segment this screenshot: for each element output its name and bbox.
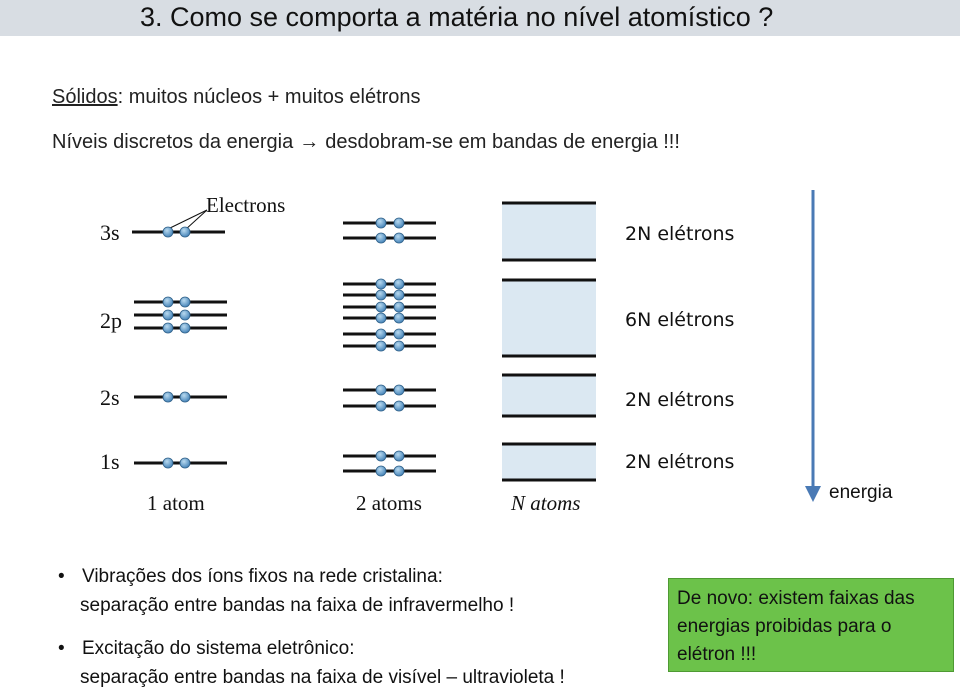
electron bbox=[394, 341, 404, 351]
electron bbox=[394, 466, 404, 476]
band-label: 2N elétrons bbox=[625, 389, 735, 411]
level-label-1s: 1s bbox=[100, 449, 120, 474]
electron bbox=[376, 233, 386, 243]
column-label-2-atoms: 2 atoms bbox=[356, 491, 422, 515]
bullet-text: Excitação do sistema eletrônico: bbox=[82, 638, 355, 659]
electron bbox=[163, 297, 173, 307]
electron bbox=[394, 233, 404, 243]
electron bbox=[376, 290, 386, 300]
electron bbox=[394, 329, 404, 339]
electron bbox=[376, 302, 386, 312]
electron bbox=[163, 310, 173, 320]
bullet-item bbox=[52, 562, 565, 591]
level-label-3s: 3s bbox=[100, 220, 120, 245]
bullet-list bbox=[52, 562, 565, 692]
electron bbox=[376, 385, 386, 395]
electron bbox=[180, 227, 190, 237]
electron bbox=[394, 313, 404, 323]
bullet-continuation: separação entre bandas na faixa de infravermelho ! bbox=[80, 595, 515, 616]
column-label-n-atoms: N atoms bbox=[511, 491, 581, 515]
note-line: energias proibidas para o bbox=[677, 616, 892, 637]
electron bbox=[163, 392, 173, 402]
bullet-dot-icon: • bbox=[58, 638, 65, 659]
column-label-1-atom: 1 atom bbox=[147, 491, 205, 515]
note-line: elétron !!! bbox=[677, 644, 757, 665]
electron bbox=[394, 302, 404, 312]
electron bbox=[180, 310, 190, 320]
electron-pointer-line bbox=[185, 210, 207, 230]
electron bbox=[394, 279, 404, 289]
bullet-text: Vibrações dos íons fixos na rede cristalina: bbox=[82, 566, 443, 587]
solids-word: Sólidos bbox=[52, 86, 118, 108]
electron bbox=[376, 401, 386, 411]
electron bbox=[394, 401, 404, 411]
one-atom-levels bbox=[132, 232, 227, 463]
slide-title: 3. Como se comporta a matéria no nível atomístico ? bbox=[140, 2, 774, 32]
electron bbox=[394, 290, 404, 300]
electron bbox=[394, 218, 404, 228]
bullet-dot-icon: • bbox=[58, 566, 65, 587]
electron bbox=[180, 323, 190, 333]
energy-label: energia bbox=[829, 482, 893, 503]
band-label: 2N elétrons bbox=[625, 223, 735, 245]
two-atom-levels bbox=[343, 223, 436, 471]
electron bbox=[376, 341, 386, 351]
energy-band bbox=[502, 444, 596, 480]
electron bbox=[180, 458, 190, 468]
note-line: De novo: existem faixas das bbox=[677, 588, 915, 609]
bullet-item bbox=[52, 634, 565, 663]
one-atom-electrons bbox=[163, 227, 190, 468]
level-label-2s: 2s bbox=[100, 385, 120, 410]
levels-after: desdobram-se em bandas de energia !!! bbox=[325, 131, 680, 153]
n-atom-bands bbox=[502, 203, 596, 480]
electron bbox=[376, 466, 386, 476]
levels-before: Níveis discretos da energia bbox=[52, 131, 294, 153]
electron bbox=[163, 458, 173, 468]
level-label-2p: 2p bbox=[100, 308, 122, 333]
electron bbox=[180, 392, 190, 402]
energy-band bbox=[502, 203, 596, 260]
note-box bbox=[668, 578, 954, 672]
electron-pointer-line bbox=[168, 210, 207, 229]
electron bbox=[376, 313, 386, 323]
energy-band bbox=[502, 375, 596, 416]
band-label: 6N elétrons bbox=[625, 309, 735, 331]
electron bbox=[163, 323, 173, 333]
down-arrow-icon bbox=[805, 486, 821, 502]
right-arrow-icon: → bbox=[299, 131, 320, 153]
solids-rest: : muitos núcleos + muitos elétrons bbox=[117, 86, 421, 108]
electron bbox=[394, 385, 404, 395]
electron bbox=[376, 279, 386, 289]
electrons-label: Electrons bbox=[206, 193, 286, 217]
electron bbox=[394, 451, 404, 461]
electron bbox=[180, 297, 190, 307]
electron bbox=[163, 227, 173, 237]
electron bbox=[376, 329, 386, 339]
band-label: 2N elétrons bbox=[625, 451, 735, 473]
energy-band bbox=[502, 280, 596, 356]
bullet-continuation: separação entre bandas na faixa de visível – ultravioleta ! bbox=[80, 667, 565, 688]
electron bbox=[376, 451, 386, 461]
electron bbox=[376, 218, 386, 228]
